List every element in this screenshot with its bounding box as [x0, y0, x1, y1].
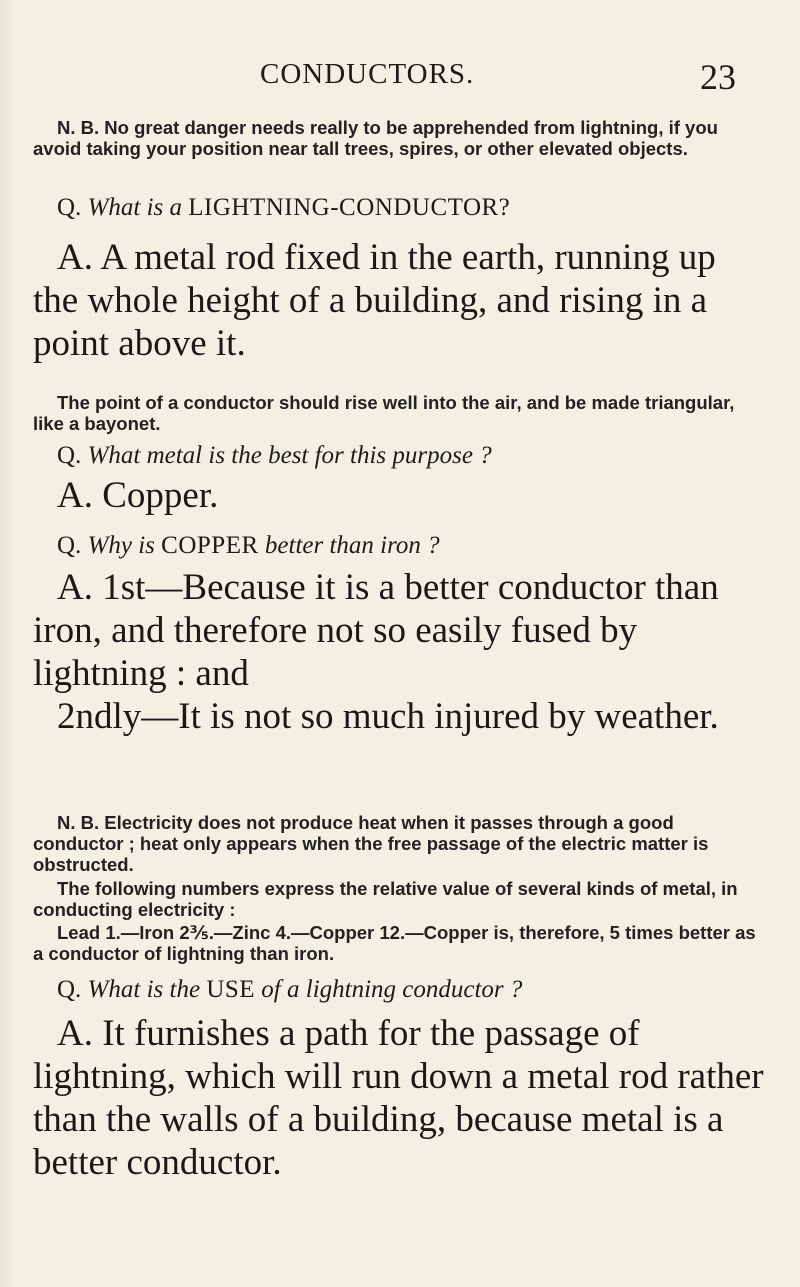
answer-reason-first: 1st—Because it is a better conductor than iron, and therefore not so easily fused by lightning : and — [33, 567, 719, 694]
question-label: Q. — [57, 976, 82, 1003]
note-text: The point of a conductor should rise well into the air, and be made triangular, like a bayonet. — [33, 392, 735, 434]
answer-lightning-conductor — [33, 236, 768, 365]
note-text: The following numbers express the relative value of several kinds of metal, in conducting electricity : — [33, 878, 738, 920]
nota-bene-text: N. B. No great danger needs really to be apprehended from lightning, if you avoid taking your position near tall trees, spires, or other elevated objects. — [33, 117, 718, 159]
question-text: What is a — [87, 194, 183, 221]
note-metal-numbers — [33, 922, 768, 964]
question-label: Q. — [57, 532, 82, 559]
question-copper-vs-iron — [33, 530, 768, 562]
question-text-end: better than iron ? — [264, 532, 440, 559]
answer-copper-vs-iron — [33, 566, 768, 738]
answer-use-of-conductor — [33, 1012, 768, 1184]
page-gutter-shadow — [0, 0, 14, 1287]
answer-text: It furnishes a path for the passage of lightning, which will run down a metal rod rather than the walls of a building, because metal is a better conductor. — [33, 1013, 764, 1183]
answer-label: A. — [57, 567, 93, 608]
question-mark: ? — [498, 194, 510, 221]
nota-bene-text: N. B. Electricity does not produce heat when it passes through a good conductor ; heat only appears when the free passage of the electric matter is obstructed. — [33, 812, 709, 875]
nota-bene-electricity — [33, 812, 768, 875]
question-text: What metal is the best for this purpose ? — [87, 442, 492, 469]
question-label: Q. — [57, 194, 82, 221]
question-keyword: COPPER — [161, 532, 259, 559]
question-use-of-conductor — [33, 974, 768, 1006]
question-keyword: USE — [206, 976, 256, 1003]
answer-text: Copper. — [102, 475, 219, 516]
note-point-shape — [33, 392, 768, 434]
question-lightning-conductor — [33, 192, 768, 224]
question-best-metal — [33, 440, 768, 472]
note-relative-values — [33, 878, 768, 920]
answer-reason-second: 2ndly—It is not so much injured by weather. — [57, 696, 719, 737]
nota-bene-danger — [33, 117, 768, 159]
answer-text: A metal rod fixed in the earth, running up the whole height of a building, and rising in a point above it. — [33, 237, 716, 364]
running-title: CONDUCTORS. — [260, 58, 475, 90]
answer-best-metal — [33, 474, 768, 517]
question-keyword: LIGHTNING-CONDUCTOR — [188, 194, 499, 221]
page-header — [0, 58, 800, 98]
page-number: 23 — [700, 57, 736, 97]
note-text: Lead 1.—Iron 2⅗.—Zinc 4.—Copper 12.—Copper is, therefore, 5 times better as a conductor of lightning than iron. — [33, 922, 756, 964]
question-text-end: of a lightning conductor ? — [261, 976, 523, 1003]
answer-label: A. — [57, 237, 93, 278]
answer-label: A. — [57, 1013, 93, 1054]
question-text: Why is — [87, 532, 155, 559]
answer-label: A. — [57, 475, 93, 516]
question-text: What is the — [87, 976, 201, 1003]
question-label: Q. — [57, 442, 82, 469]
